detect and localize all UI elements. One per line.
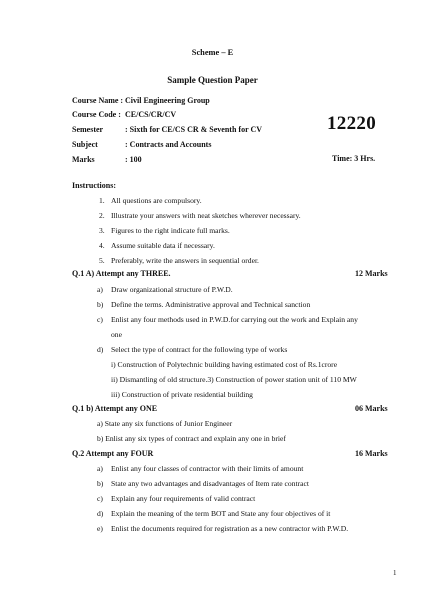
paper-title: Sample Question Paper [167,75,258,85]
question-text: Select the type of contract for the following type of works [111,345,288,354]
question-text: Define the terms. Administrative approval and Technical sanction [111,300,311,309]
question-text: a) State any six functions of Junior Engineer [97,419,233,428]
question-text: Explain any four requirements of valid contract [111,494,256,503]
info-label: Marks [72,155,95,164]
question-text: Explain the meaning of the term BOT and State any four objectives of it [111,509,331,518]
info-value: CE/CS/CR/CV [125,110,177,119]
question-letter: b) [97,300,104,309]
page-number: 1 [393,569,397,577]
instruction-number: 3. [99,226,105,235]
info-value: : Sixth for CE/CS CR & Seventh for CV [125,125,263,134]
paper-code: 12220 [327,113,376,134]
sub-question: ii) Dismantling of old structure.3) Construction of power station unit of 110 MW [111,375,357,384]
info-label: Semester [72,125,104,134]
info-value: : 100 [125,155,142,164]
sub-question: i) Construction of Polytechnic building having estimated cost of Rs.1crore [111,360,338,369]
info-label: Course Name : [72,96,124,105]
instructions-heading: Instructions: [72,181,117,190]
question-letter: d) [97,509,104,518]
instruction-text: Illustrate your answers with neat sketches wherever necessary. [111,211,301,220]
question-text: Enlist any four methods used in P.W.D.for carrying out the work and Explain any [111,315,358,324]
question-text: b) Enlist any six types of contract and explain any one in brief [97,434,286,443]
question-text-continued: one [111,330,122,339]
question-text: Enlist any four classes of contractor with their limits of amount [111,464,304,473]
q1a-marks: 12 Marks [355,269,388,278]
question-letter: c) [97,315,103,324]
q2-marks: 16 Marks [355,449,388,458]
question-letter: a) [97,285,103,294]
q1a-heading: Q.1 A) Attempt any THREE. [72,269,171,278]
semester-row [72,125,312,137]
sub-question: iii) Construction of private residential building [111,390,253,399]
time-label: Time: 3 Hrs. [332,154,376,163]
question-text: Draw organizational structure of P.W.D. [111,285,233,294]
info-label: Course Code : [72,110,121,119]
instruction-number: 5. [99,256,105,265]
question-letter: d) [97,345,104,354]
course-code-row [72,110,312,122]
question-letter: b) [97,479,104,488]
question-text: Enlist the documents required for registration as a new contractor with P.W.D. [111,524,349,533]
instruction-text: Assume suitable data if necessary. [111,241,215,250]
marks-row [72,155,312,167]
instruction-text: Figures to the right indicate full marks. [111,226,230,235]
question-text: State any two advantages and disadvantages of Item rate contract [111,479,309,488]
question-letter: e) [97,524,103,533]
instruction-number: 1. [99,196,105,205]
instruction-text: Preferably, write the answers in sequential order. [111,256,259,265]
question-letter: a) [97,464,103,473]
instruction-text: All questions are compulsory. [111,196,202,205]
info-label: Subject [72,140,98,149]
course-name-row [72,96,312,108]
q2-heading: Q.2 Attempt any FOUR [72,449,154,458]
q1b-marks: 06 Marks [355,404,388,413]
info-value: Civil Engineering Group [125,96,210,105]
scheme-label: Scheme – E [191,48,234,57]
subject-row [72,140,312,152]
q1b-heading: Q.1 b) Attempt any ONE [72,404,158,413]
instruction-number: 2. [99,211,105,220]
question-letter: c) [97,494,103,503]
info-value: : Contracts and Accounts [125,140,212,149]
instruction-number: 4. [99,241,105,250]
